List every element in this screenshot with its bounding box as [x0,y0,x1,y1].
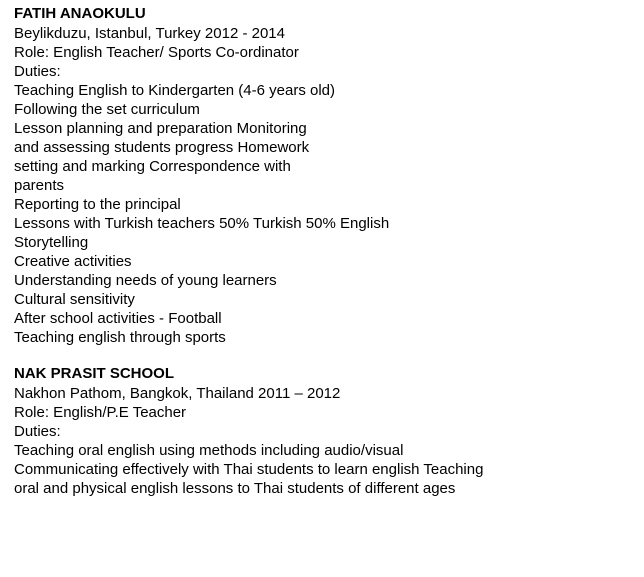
job-section-nak-prasit-school [14,364,634,498]
duty-line: Teaching oral english using methods including audio/visual [14,442,404,459]
duty-line: Reporting to the principal [14,196,181,213]
duties-label: Duties: [14,423,61,440]
duty-line: Following the set curriculum [14,101,200,118]
duty-line: Lessons with Turkish teachers 50% Turkish 50% English [14,215,390,232]
duty-line: Storytelling [14,234,89,251]
duty-line: parents [14,177,65,194]
duty-line: Communicating effectively with Thai students to learn english Teaching [14,461,484,478]
duty-line: After school activities - Football [14,310,222,327]
employer-heading: NAK PRASIT SCHOOL [14,365,175,382]
job-location-dates: Nakhon Pathom, Bangkok, Thailand 2011 – 2012 [14,385,341,402]
job-role: Role: English Teacher/ Sports Co-ordinator [14,44,299,61]
duty-line: oral and physical english lessons to Thai students of different ages [14,480,456,497]
duty-line: Understanding needs of young learners [14,272,277,289]
duty-line: Cultural sensitivity [14,291,135,308]
job-role: Role: English/P.E Teacher [14,404,187,421]
duty-line: Teaching English to Kindergarten (4-6 years old) [14,82,336,99]
duty-line: Creative activities [14,253,132,270]
duties-label: Duties: [14,63,61,80]
duty-line: setting and marking Correspondence with [14,158,291,175]
duty-line: and assessing students progress Homework [14,139,310,156]
job-section-fatih-anaokulu [14,4,634,347]
employer-heading: FATIH ANAOKULU [14,5,146,22]
duty-line: Lesson planning and preparation Monitoring [14,120,307,137]
job-location-dates: Beylikduzu, Istanbul, Turkey 2012 - 2014 [14,25,285,42]
resume-page [14,4,634,498]
duty-line: Teaching english through sports [14,329,226,346]
